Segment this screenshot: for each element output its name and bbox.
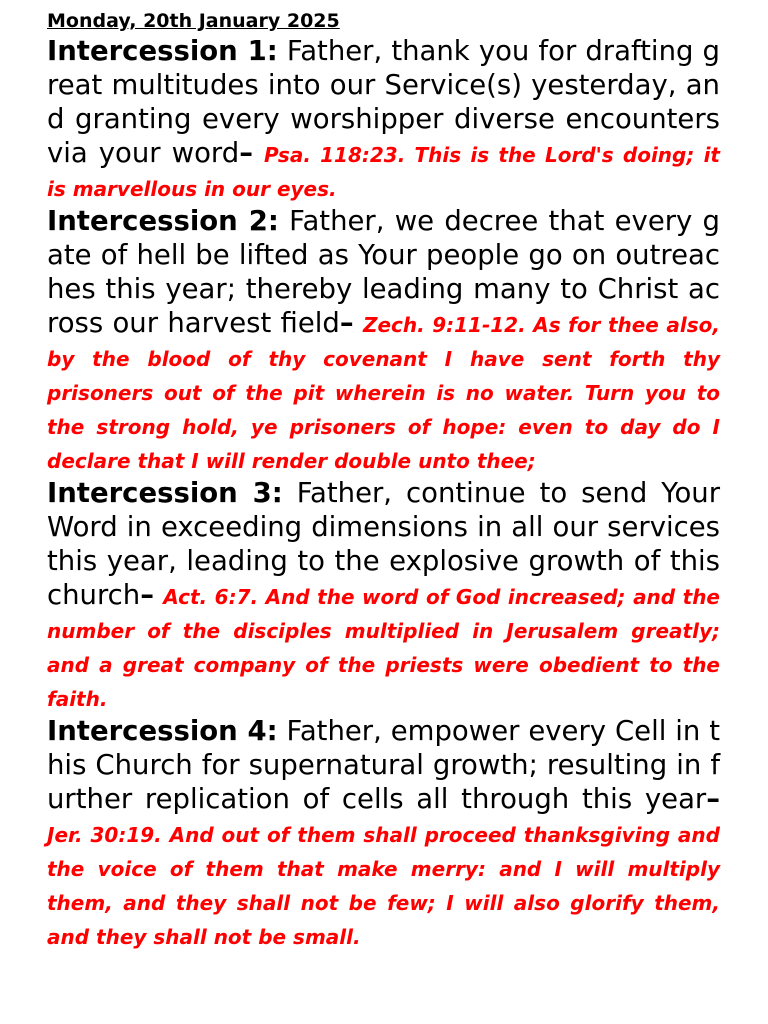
- intercession-4-label: Intercession 4:: [47, 715, 278, 747]
- intercession-4-text: Father, empower every Cell in this Church for supernatural growth; resulting in further replication of cells all through this year: [47, 715, 720, 815]
- intercession-1-label: Intercession 1:: [47, 35, 278, 67]
- intercession-4-dash: –: [706, 783, 720, 815]
- intercession-4-scripture: Jer. 30:19. And out of them shall proceed thanksgiving and the voice of them that make merry: and I will multiply them, and they shall not be few; I will also glorify them, and they shall not be small.: [47, 823, 720, 949]
- intercession-3-dash: –: [140, 579, 154, 611]
- intercession-2-dash: –: [339, 307, 354, 339]
- intercession-2-label: Intercession 2:: [47, 205, 279, 237]
- intercession-2: [47, 204, 720, 476]
- intercession-2-scripture: Zech. 9:11-12. As for thee also, by the blood of thy covenant I have sent forth thy prisoners out of the pit wherein is no water. Turn you to the strong hold, ye prisoners of hope: even to day do I declare that I will render double unto thee;: [47, 313, 720, 473]
- intercession-3-label: Intercession 3:: [47, 477, 283, 509]
- document-date: Monday, 20th January 2025: [47, 10, 340, 32]
- intercession-3: [47, 476, 720, 714]
- intercession-1-scripture: Psa. 118:23. This is the Lord's doing; it is marvellous in our eyes.: [47, 143, 720, 201]
- intercession-1: [47, 34, 720, 204]
- document-page: [47, 10, 720, 952]
- intercession-4: [47, 714, 720, 952]
- intercession-2-text: Father, we decree that every gate of hell be lifted as Your people go on outreaches this year; thereby leading many to Christ across our harvest field: [47, 205, 720, 339]
- intercession-1-text: Father, thank you for drafting great multitudes into our Service(s) yesterday, and granting every worshipper diverse encounters via your word: [47, 35, 720, 169]
- intercession-3-scripture: Act. 6:7. And the word of God increased; and the number of the disciples multiplied in Jerusalem greatly; and a great company of the priests were obedient to the faith.: [47, 585, 720, 711]
- intercession-1-dash: –: [239, 137, 253, 169]
- intercession-3-text: Father, continue to send Your Word in exceeding dimensions in all our services this year, leading to the explosive growth of this church: [47, 477, 721, 611]
